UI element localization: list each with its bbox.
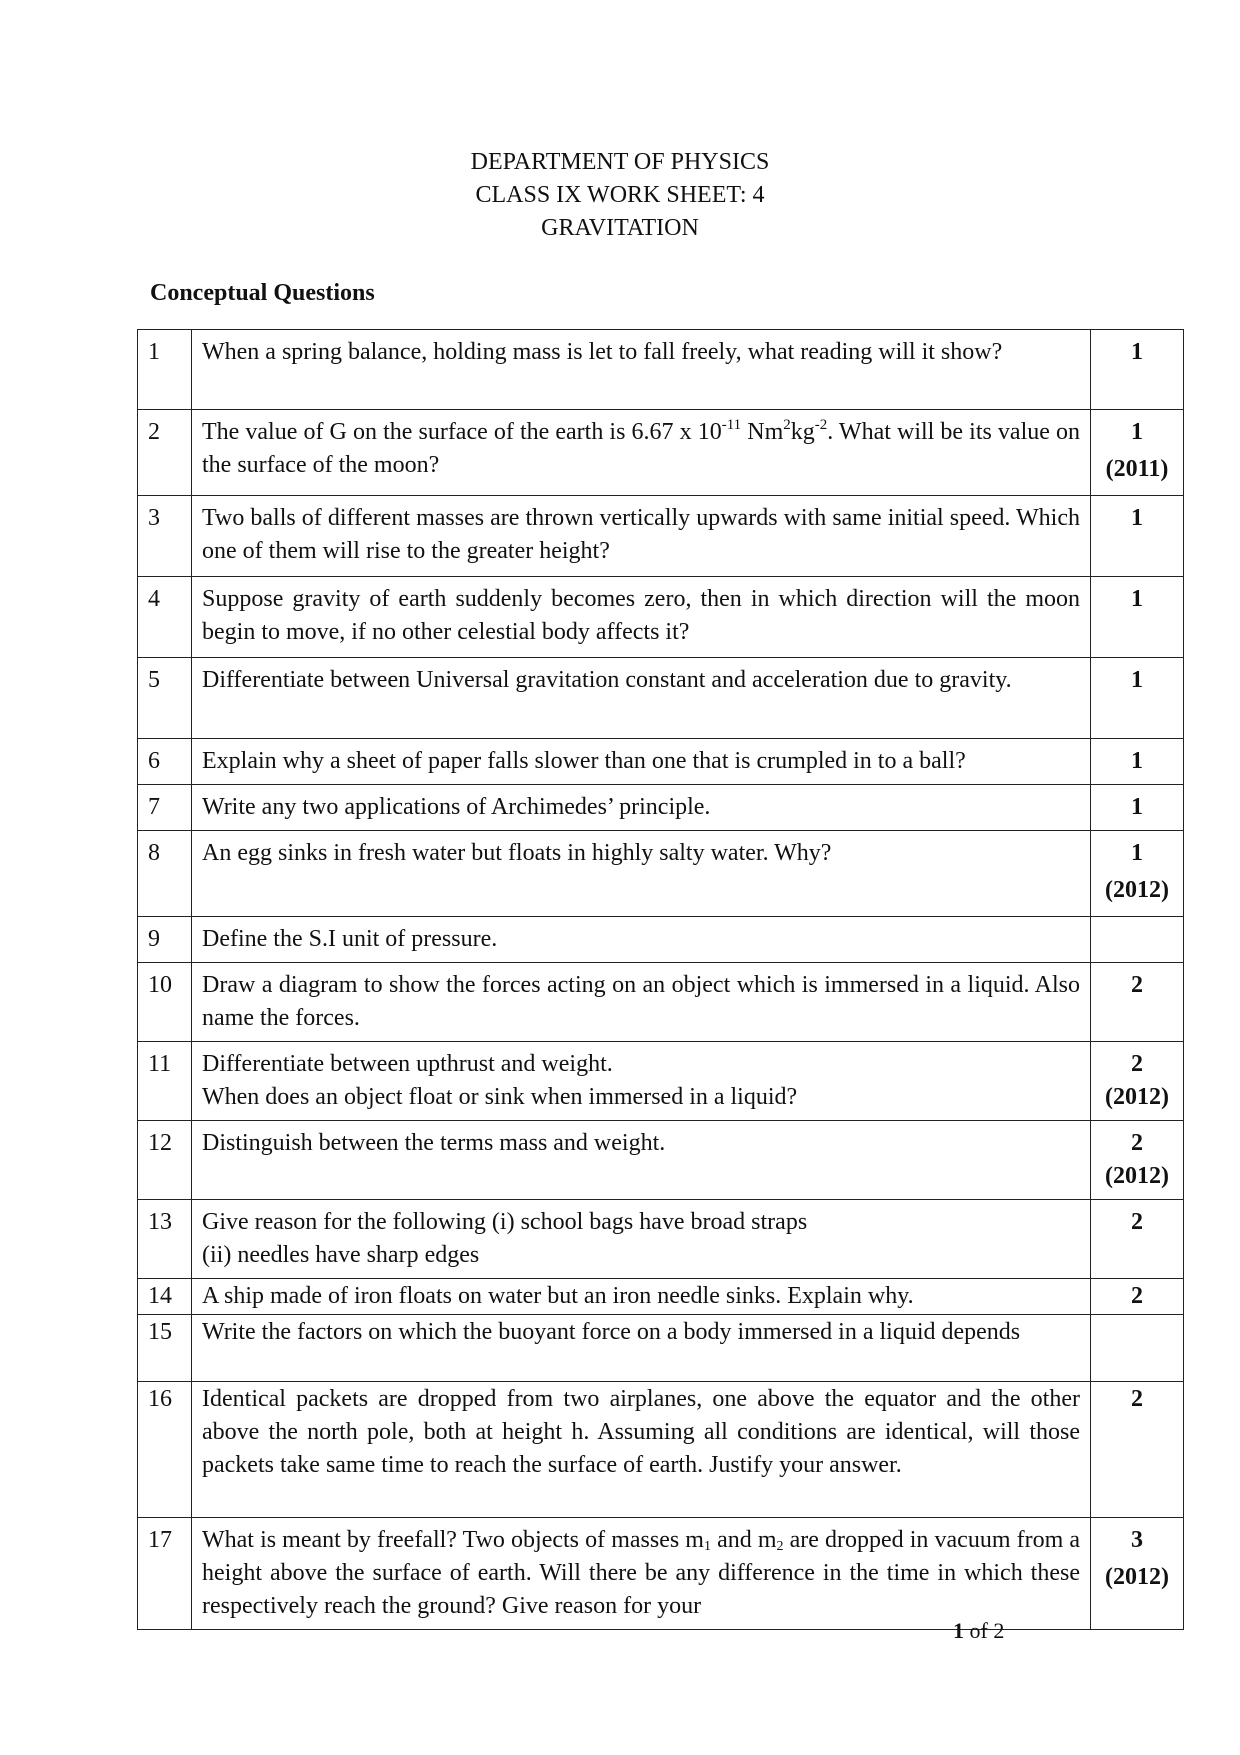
- question-text: Distinguish between the terms mass and weight.: [192, 1121, 1091, 1200]
- question-number: 5: [138, 658, 192, 739]
- marks-value: 1: [1131, 840, 1143, 866]
- marks-value: 2: [1131, 1130, 1143, 1156]
- subscript: 1: [703, 1539, 711, 1554]
- text-part: Nm: [741, 419, 784, 445]
- text-part: are dropped in vacuum from a height above the surface of earth. Will there be any difference in the time in which these respectively reach the ground? Give reason for your: [202, 1527, 1080, 1619]
- table-row: [138, 577, 1184, 658]
- marks-value: 2: [1131, 972, 1143, 998]
- text-part: kg: [790, 419, 815, 445]
- table-row: [138, 410, 1184, 496]
- exponent: 2: [783, 417, 791, 433]
- marks-year: (2011): [1105, 456, 1169, 482]
- text-part: . What will be its value on the surface of the moon?: [202, 419, 1080, 478]
- question-number: 9: [138, 917, 192, 963]
- question-marks: [1091, 785, 1184, 831]
- question-marks: [1091, 1042, 1184, 1121]
- text-part: What is meant by freefall? Two objects of masses m: [202, 1527, 704, 1553]
- question-number: 6: [138, 739, 192, 785]
- marks-value: 2: [1131, 1209, 1143, 1235]
- question-text: When a spring balance, holding mass is let to fall freely, what reading will it show?: [192, 330, 1091, 410]
- question-number: 12: [138, 1121, 192, 1200]
- question-marks: [1091, 410, 1184, 496]
- marks-value: 2: [1131, 1386, 1143, 1412]
- table-row: [138, 1518, 1184, 1630]
- question-number: 11: [138, 1042, 192, 1121]
- question-text: [192, 1042, 1091, 1121]
- table-row: [138, 963, 1184, 1042]
- question-text: Suppose gravity of earth suddenly becomes zero, then in which direction will the moon begin to move, if no other celestial body affects it?: [192, 577, 1091, 658]
- marks-value: 1: [1131, 505, 1143, 531]
- question-number: 16: [138, 1382, 192, 1518]
- question-text: Explain why a sheet of paper falls slower than one that is crumpled in to a ball?: [192, 739, 1091, 785]
- question-number: 17: [138, 1518, 192, 1630]
- marks-value: 1: [1131, 667, 1143, 693]
- table-row: [138, 1382, 1184, 1518]
- question-marks: [1091, 577, 1184, 658]
- table-row: [138, 330, 1184, 410]
- page-number: [953, 1618, 1004, 1644]
- question-text: [192, 1200, 1091, 1279]
- question-number: 3: [138, 496, 192, 577]
- question-text: Two balls of different masses are thrown vertically upwards with same initial speed. Which one of them will rise to the greater height?: [192, 496, 1091, 577]
- marks-value: 3: [1131, 1527, 1143, 1553]
- table-row: [138, 1200, 1184, 1279]
- marks-year: (2012): [1105, 1163, 1169, 1189]
- question-number: 4: [138, 577, 192, 658]
- marks-year: (2012): [1105, 877, 1169, 903]
- question-text: Define the S.I unit of pressure.: [192, 917, 1091, 963]
- table-row: [138, 658, 1184, 739]
- table-row: [138, 1042, 1184, 1121]
- question-text: An egg sinks in fresh water but floats in highly salty water. Why?: [192, 831, 1091, 917]
- question-marks: [1091, 496, 1184, 577]
- text-line: When does an object float or sink when immersed in a liquid?: [202, 1084, 798, 1110]
- marks-value: 1: [1131, 794, 1143, 820]
- marks-value: 1: [1131, 586, 1143, 612]
- question-marks: [1091, 831, 1184, 917]
- marks-value: 1: [1131, 748, 1143, 774]
- question-number: 10: [138, 963, 192, 1042]
- question-marks: [1091, 1200, 1184, 1279]
- question-text: Draw a diagram to show the forces acting on an object which is immersed in a liquid. Also name the forces.: [192, 963, 1091, 1042]
- questions-table: [137, 329, 1184, 1630]
- question-text: Write the factors on which the buoyant force on a body immersed in a liquid depends: [192, 1315, 1091, 1382]
- table-row: [138, 831, 1184, 917]
- marks-year: (2012): [1105, 1084, 1169, 1110]
- table-row: [138, 1315, 1184, 1382]
- table-row: [138, 1121, 1184, 1200]
- question-number: 15: [138, 1315, 192, 1382]
- current-page: 1: [953, 1618, 964, 1643]
- marks-value: 2: [1131, 1051, 1143, 1077]
- question-marks: [1091, 330, 1184, 410]
- question-marks: [1091, 1518, 1184, 1630]
- marks-year: (2012): [1105, 1564, 1169, 1590]
- question-text: [192, 410, 1091, 496]
- text-part: and m: [710, 1527, 777, 1553]
- table-row: [138, 785, 1184, 831]
- text-line: Give reason for the following (i) school bags have broad straps: [202, 1209, 808, 1235]
- question-marks: [1091, 739, 1184, 785]
- marks-value: 2: [1131, 1283, 1143, 1309]
- text-part: The value of G on the surface of the earth is 6.67 x 10: [202, 419, 722, 445]
- question-text: [192, 1518, 1091, 1630]
- table-row: [138, 1279, 1184, 1315]
- question-text: A ship made of iron floats on water but an iron needle sinks. Explain why.: [192, 1279, 1091, 1315]
- text-line: (ii) needles have sharp edges: [202, 1242, 480, 1268]
- question-marks: [1091, 658, 1184, 739]
- table-row: [138, 496, 1184, 577]
- subscript: 2: [776, 1539, 784, 1554]
- question-text: Differentiate between Universal gravitation constant and acceleration due to gravity.: [192, 658, 1091, 739]
- text-line: Differentiate between upthrust and weight.: [202, 1051, 613, 1077]
- marks-value: 1: [1131, 339, 1143, 365]
- question-text: Identical packets are dropped from two airplanes, one above the equator and the other above the north pole, both at height h. Assuming all conditions are identical, will those packets take same time to reach the surface of earth. Justify your answer.: [192, 1382, 1091, 1518]
- exponent: -2: [814, 417, 828, 433]
- question-number: 8: [138, 831, 192, 917]
- question-marks: [1091, 963, 1184, 1042]
- total-pages: of 2: [969, 1618, 1005, 1643]
- question-number: 1: [138, 330, 192, 410]
- worksheet-title: CLASS IX WORK SHEET: 4: [475, 182, 765, 208]
- question-marks: [1091, 1279, 1184, 1315]
- section-title: Conceptual Questions: [150, 280, 375, 306]
- department-title: DEPARTMENT OF PHYSICS: [470, 149, 770, 175]
- question-marks: [1091, 917, 1184, 963]
- question-marks: [1091, 1382, 1184, 1518]
- worksheet-header: [0, 146, 1240, 245]
- question-number: 13: [138, 1200, 192, 1279]
- topic-title: GRAVITATION: [541, 215, 699, 241]
- question-text: Write any two applications of Archimedes’ principle.: [192, 785, 1091, 831]
- table-row: [138, 917, 1184, 963]
- marks-value: 1: [1131, 419, 1143, 445]
- question-marks: [1091, 1315, 1184, 1382]
- exponent: -11: [721, 417, 742, 433]
- question-number: 14: [138, 1279, 192, 1315]
- question-marks: [1091, 1121, 1184, 1200]
- question-number: 2: [138, 410, 192, 496]
- question-number: 7: [138, 785, 192, 831]
- table-row: [138, 739, 1184, 785]
